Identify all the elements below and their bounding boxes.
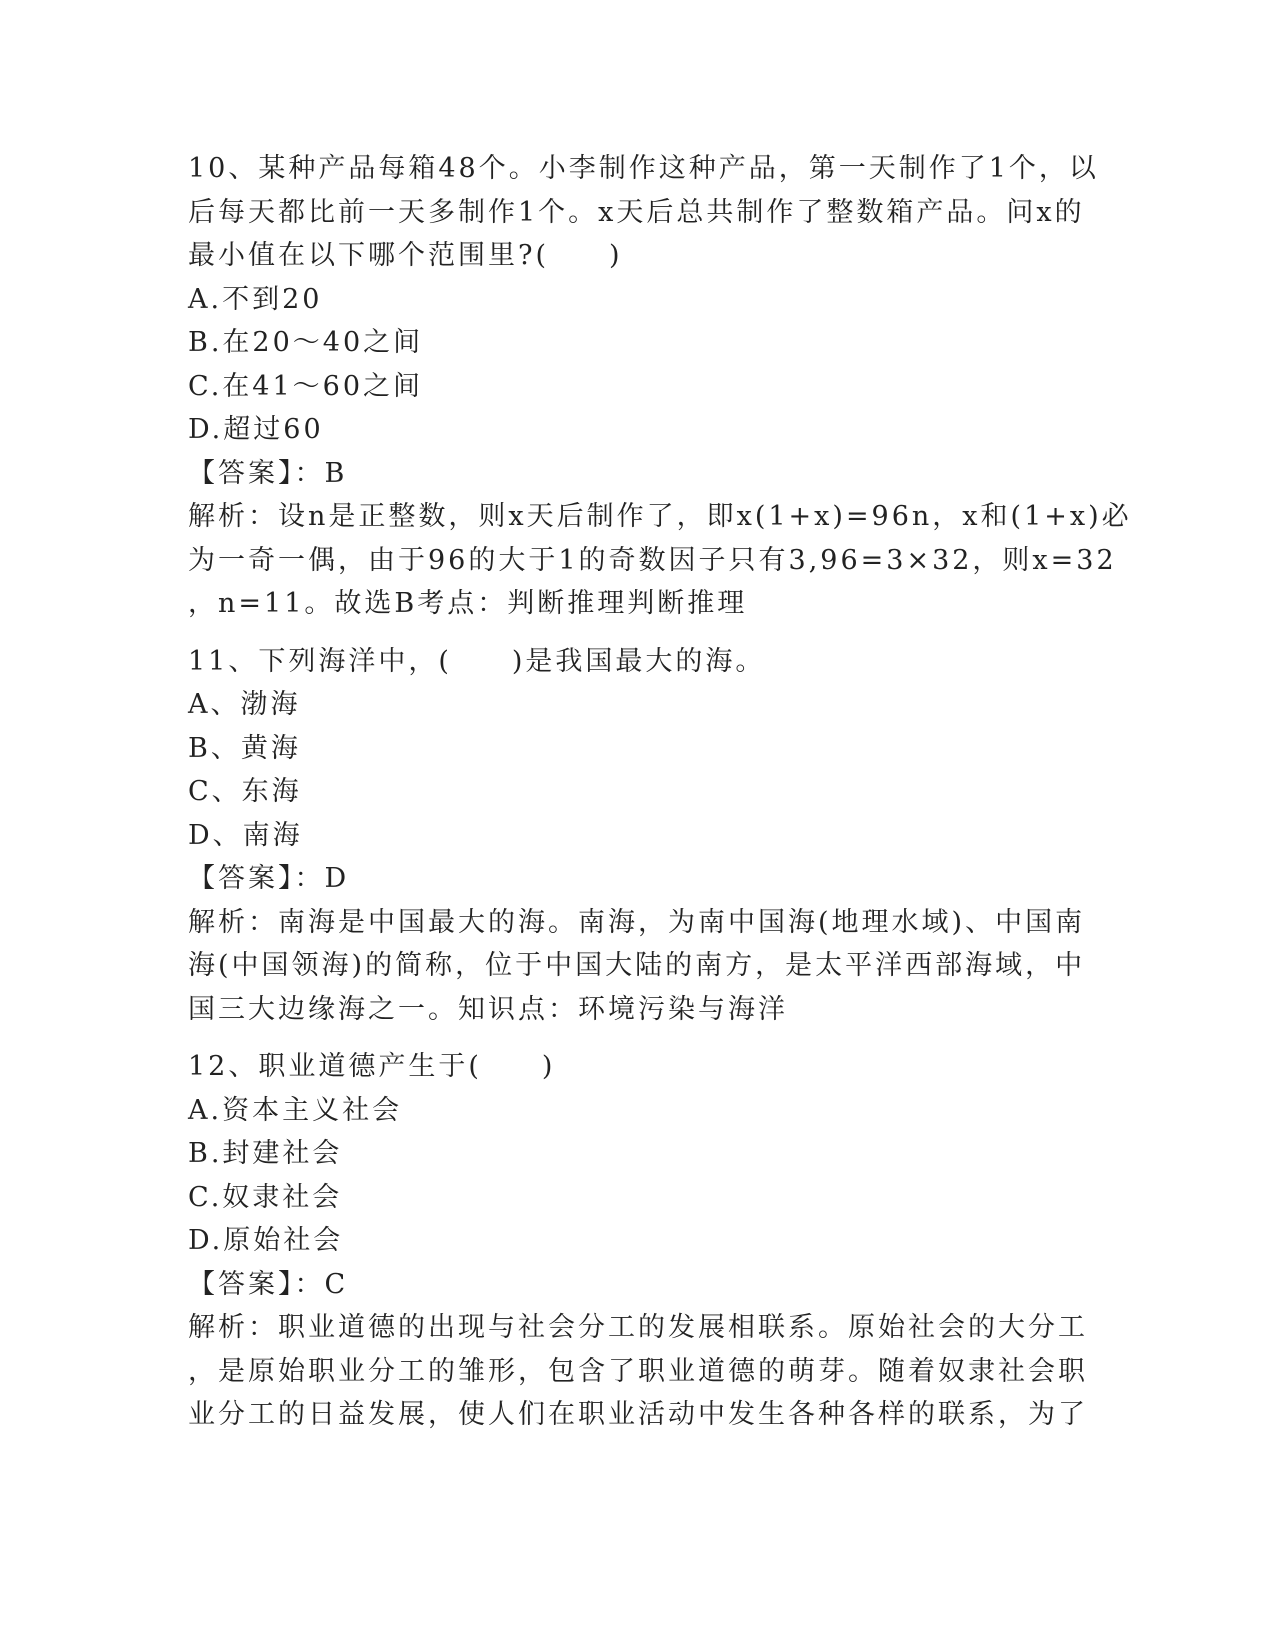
answer-label: 【答案】：B [188, 457, 348, 489]
question-stem-line: 最小值在以下哪个范围里?( ) [188, 240, 623, 271]
analysis-line: 国三大边缘海之一。知识点：环境污染与海洋 [188, 993, 788, 1025]
answer-label: 【答案】：D [188, 863, 350, 894]
option-a: A.资本主义社会 [188, 1094, 403, 1126]
question-stem-line: 后每天都比前一天多制作1个。x天后总共制作了整数箱产品。问x的 [188, 196, 1085, 228]
option-b: B.封建社会 [188, 1138, 343, 1169]
option-a: A、渤海 [188, 689, 301, 720]
option-d: D、南海 [188, 819, 303, 851]
option-c: C、东海 [188, 776, 302, 807]
option-b: B、黄海 [188, 732, 301, 764]
analysis-line: 海(中国领海)的简称，位于中国大陆的南方，是太平洋西部海域，中 [188, 950, 1086, 981]
question-11 [188, 640, 1088, 1032]
analysis-line: 业分工的日益发展，使人们在职业活动中发生各种各样的联系，为了 [188, 1399, 1088, 1430]
option-d: D.超过60 [188, 414, 324, 445]
option-d: D.原始社会 [188, 1225, 344, 1256]
question-10 [188, 147, 1132, 626]
option-a: A.不到20 [188, 283, 323, 315]
question-stem-line: 10、某种产品每箱48个。小李制作这种产品，第一天制作了1个，以 [188, 153, 1099, 184]
option-c: C.奴隶社会 [188, 1181, 343, 1213]
analysis-line: 为一奇一偶，由于96的大于1的奇数因子只有3,96=3×32，则x=32 [188, 544, 1117, 576]
analysis-line: 解析：设n是正整数，则x天后制作了，即x(1+x)=96n，x和(1+x)必 [188, 501, 1132, 532]
analysis-line: 解析：南海是中国最大的海。南海，为南中国海(地理水域)、中国南 [188, 906, 1086, 938]
question-12 [188, 1045, 1088, 1437]
question-stem-line: 12、职业道德产生于( ) [188, 1051, 556, 1082]
analysis-line: ，n=11。故选B考点：判断推理判断推理 [188, 588, 748, 619]
question-stem-line: 11、下列海洋中，( )是我国最大的海。 [188, 645, 766, 677]
analysis-line: ，是原始职业分工的雏形，包含了职业道德的萌芽。随着奴隶社会职 [188, 1355, 1088, 1387]
option-b: B.在20～40之间 [188, 327, 424, 358]
option-c: C.在41～60之间 [188, 370, 423, 402]
question-list [188, 147, 1132, 1437]
analysis-line: 解析：职业道德的出现与社会分工的发展相联系。原始社会的大分工 [188, 1312, 1088, 1343]
answer-label: 【答案】：C [188, 1268, 349, 1300]
